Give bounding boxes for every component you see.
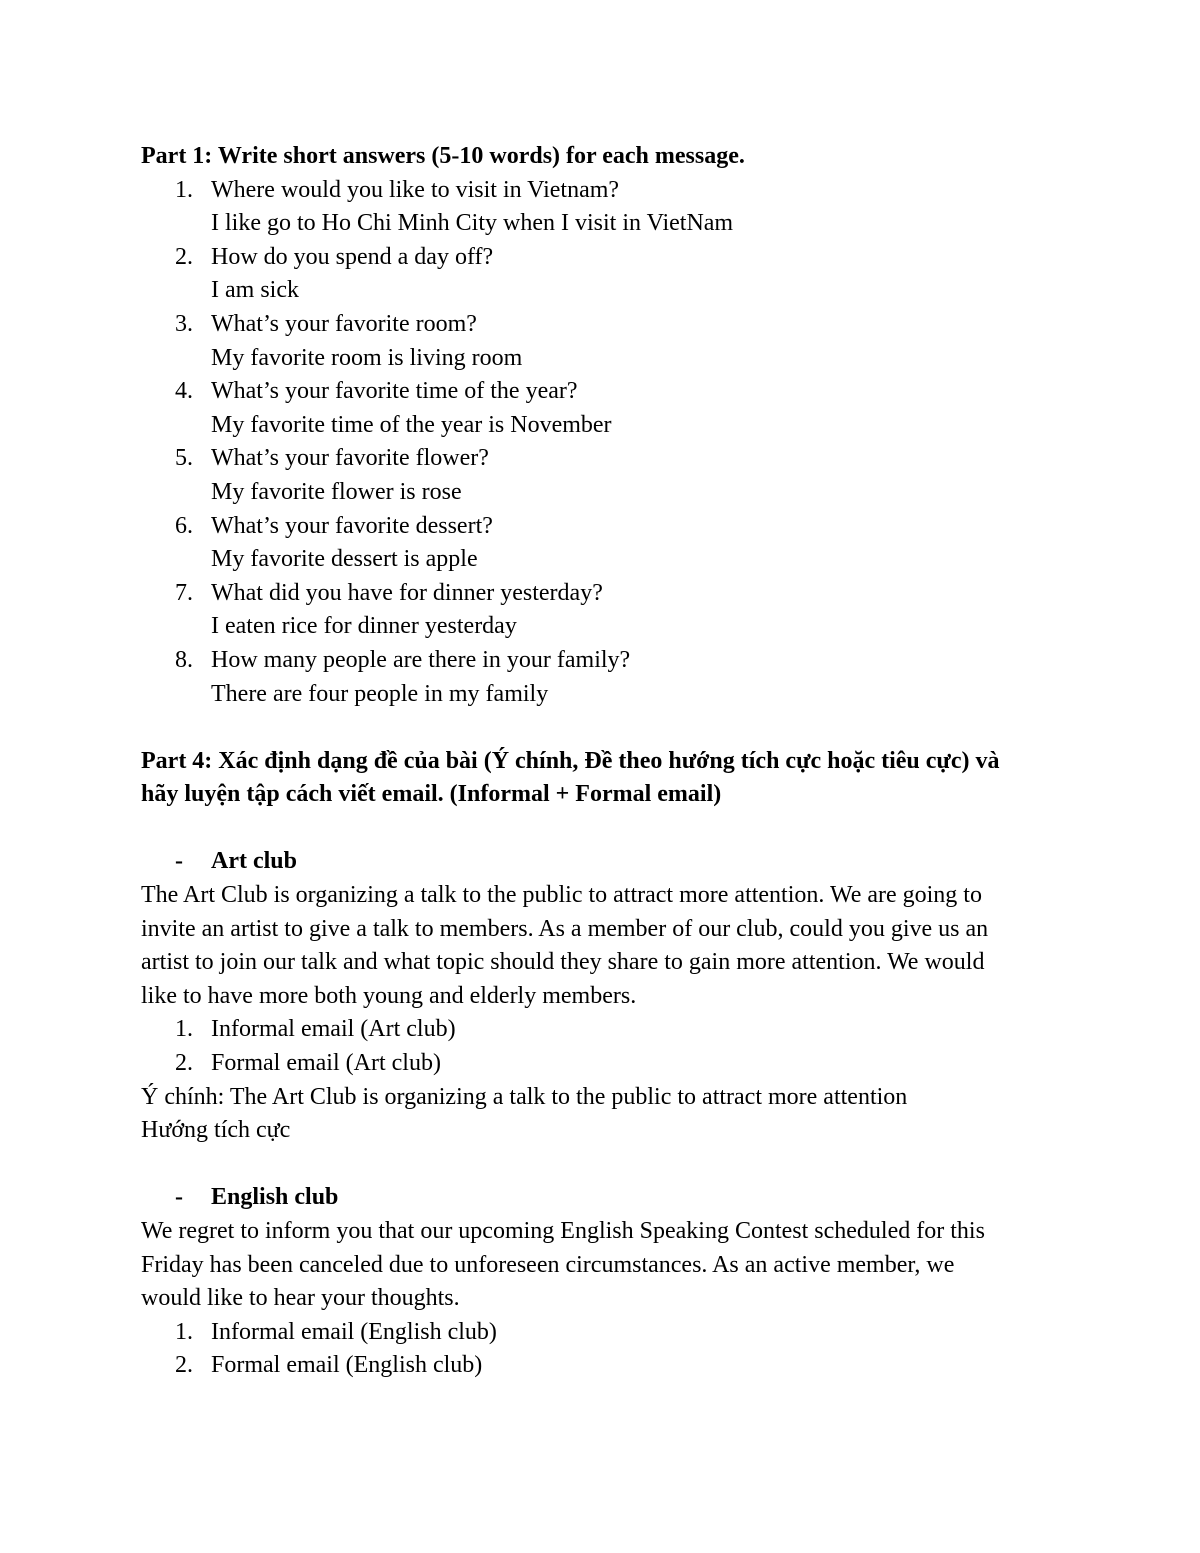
item-number: 2. — [175, 243, 193, 270]
list-item — [141, 442, 1061, 476]
answer-text: My favorite room is living room — [211, 344, 523, 371]
list-item — [141, 174, 1061, 208]
art-club-title: Art club — [211, 848, 297, 875]
part4-heading-line1: Part 4: Xác định dạng đề của bài (Ý chính, Đề theo hướng tích cực hoặc tiêu cực) và — [141, 747, 1000, 774]
answer-text: My favorite time of the year is November — [211, 411, 612, 438]
task-label: Formal email (English club) — [211, 1352, 483, 1379]
dash-bullet: - — [175, 1184, 183, 1211]
main-idea-text: Ý chính: The Art Club is organizing a talk to the public to attract more attention — [141, 1083, 908, 1110]
answer-text: I like go to Ho Chi Minh City when I visit in VietNam — [211, 210, 734, 237]
question-text: How many people are there in your family? — [211, 646, 631, 673]
task-label: Informal email (English club) — [211, 1318, 497, 1345]
spacer — [141, 1148, 1061, 1182]
answer-text: My favorite dessert is apple — [211, 546, 478, 573]
item-number: 2. — [175, 1050, 193, 1077]
list-item — [141, 1013, 1061, 1047]
question-text: What’s your favorite flower? — [211, 445, 489, 472]
list-item — [141, 510, 1061, 544]
direction-text: Hướng tích cực — [141, 1117, 291, 1144]
item-number: 5. — [175, 445, 193, 472]
list-item — [141, 241, 1061, 275]
task-label: Informal email (Art club) — [211, 1016, 456, 1043]
item-number: 1. — [175, 176, 193, 203]
item-number: 8. — [175, 646, 193, 673]
english-club-paragraph-line: would like to hear your thoughts. — [141, 1285, 460, 1312]
art-club-paragraph-line: like to have more both young and elderly members. — [141, 982, 637, 1009]
item-number: 1. — [175, 1016, 193, 1043]
question-text: What’s your favorite dessert? — [211, 512, 493, 539]
list-item — [141, 1316, 1061, 1350]
english-club-paragraph-line: We regret to inform you that our upcoming English Speaking Contest scheduled for this — [141, 1218, 985, 1244]
question-text: What did you have for dinner yesterday? — [211, 579, 603, 606]
item-number: 1. — [175, 1318, 193, 1345]
spacer — [141, 711, 1061, 745]
art-club-paragraph-line: The Art Club is organizing a talk to the public to attract more attention. We are going to — [141, 882, 982, 909]
part4-heading-line2: hãy luyện tập cách viết email. (Informal + Formal email) — [141, 781, 722, 808]
answer-text: My favorite flower is rose — [211, 478, 462, 505]
spacer — [141, 812, 1061, 846]
answer-text: I eaten rice for dinner yesterday — [211, 613, 517, 640]
task-label: Formal email (Art club) — [211, 1050, 441, 1077]
answer-text: I am sick — [211, 277, 299, 304]
item-number: 3. — [175, 310, 193, 337]
list-item — [141, 1349, 1061, 1383]
question-text: What’s your favorite room? — [211, 310, 477, 337]
art-club-paragraph-line: artist to join our talk and what topic should they share to gain more attention. We would — [141, 949, 985, 976]
art-club-paragraph-line: invite an artist to give a talk to members. As a member of our club, could you give us an — [141, 915, 989, 942]
item-number: 4. — [175, 378, 193, 405]
list-item — [141, 644, 1061, 678]
part1-list — [141, 174, 1061, 712]
question-text: How do you spend a day off? — [211, 243, 494, 270]
list-item — [141, 577, 1061, 611]
english-club-heading — [141, 1181, 1061, 1215]
document-page — [141, 140, 1061, 1383]
item-number: 7. — [175, 579, 193, 606]
list-item — [141, 1047, 1061, 1081]
english-club-title: English club — [211, 1184, 339, 1211]
question-text: Where would you like to visit in Vietnam? — [211, 176, 620, 203]
list-item — [141, 375, 1061, 409]
list-item — [141, 308, 1061, 342]
english-club-paragraph-line: Friday has been canceled due to unforeseen circumstances. As an active member, we — [141, 1251, 955, 1278]
art-club-heading — [141, 845, 1061, 879]
item-number: 2. — [175, 1352, 193, 1379]
question-text: What’s your favorite time of the year? — [211, 378, 578, 405]
part1-heading: Part 1: Write short answers (5-10 words) for each message. — [141, 143, 745, 169]
dash-bullet: - — [175, 848, 183, 875]
answer-text: There are four people in my family — [211, 680, 549, 707]
item-number: 6. — [175, 512, 193, 539]
